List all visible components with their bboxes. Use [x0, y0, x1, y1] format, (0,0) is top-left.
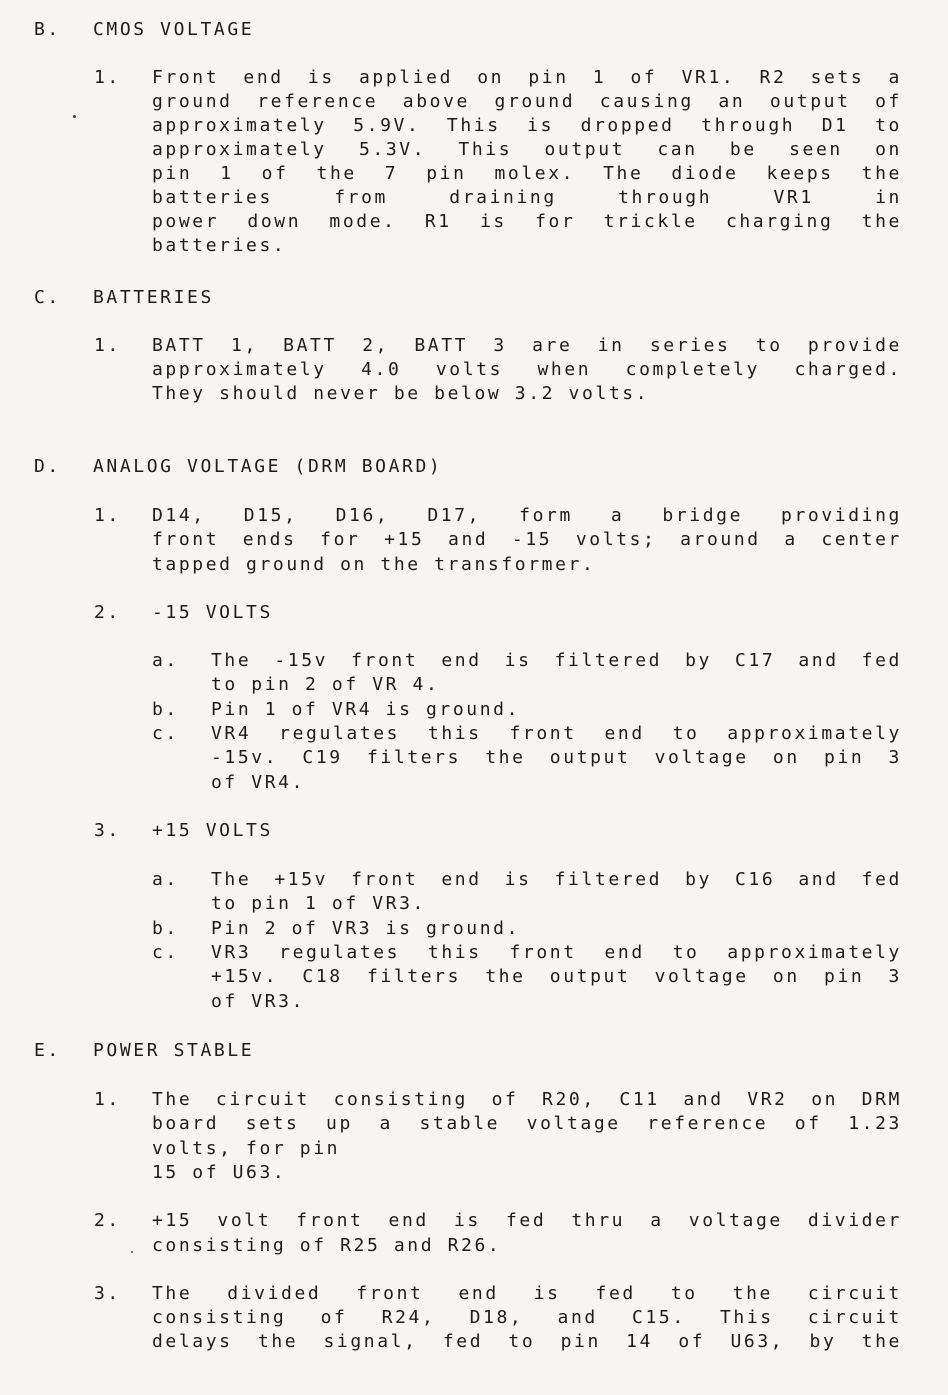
section-b-item-1-line: power down mode. R1 is for trickle charging the — [152, 211, 902, 232]
section-b-letter: B. — [34, 19, 61, 40]
section-b-item-1-line: approximately 5.3V. This output can be seen on — [152, 139, 902, 160]
scan-speck — [73, 115, 76, 118]
section-d-item-2-heading: -15 VOLTS — [152, 602, 273, 623]
subitem-line: The -15v front end is filtered by C17 and fed — [211, 650, 902, 671]
section-b-title: CMOS VOLTAGE — [93, 19, 255, 40]
section-e-item-3-line: The divided front end is fed to the circuit — [152, 1283, 902, 1304]
section-e-item-1-line: volts, for pin — [152, 1138, 341, 1159]
section-e-item-3-line: consisting of R24, D18, and C15. This circuit — [152, 1307, 902, 1328]
section-c-item-1-number: 1. — [94, 335, 121, 356]
section-e-item-1-line: 15 of U63. — [152, 1162, 287, 1183]
section-b-item-1-line: batteries from draining through VR1 in — [152, 187, 902, 208]
subitem-line: VR4 regulates this front end to approximately — [211, 723, 902, 744]
section-c-item-1-line: BATT 1, BATT 2, BATT 3 are in series to provide — [152, 335, 902, 356]
subitem-letter: b. — [152, 918, 179, 939]
section-d-item-1-line: tapped ground on the transformer. — [152, 554, 596, 575]
section-d-item-3-heading: +15 VOLTS — [152, 820, 273, 841]
section-e-item-1-number: 1. — [94, 1089, 121, 1110]
section-d-letter: D. — [34, 456, 61, 477]
subitem-line: to pin 2 of VR 4. — [211, 674, 440, 695]
subitem-line: -15v. C19 filters the output voltage on pin 3 — [211, 747, 902, 768]
section-c-letter: C. — [34, 287, 61, 308]
subitem-line: of VR3. — [211, 991, 306, 1012]
section-b-item-1-line: ground reference above ground causing an output of — [152, 91, 902, 112]
subitem-line: VR3 regulates this front end to approximately — [211, 942, 902, 963]
section-b-item-1-line: batteries. — [152, 235, 287, 256]
subitem-letter: a. — [152, 650, 179, 671]
section-e-item-2-line: +15 volt front end is fed thru a voltage divider — [152, 1210, 902, 1231]
subitem-letter: c. — [152, 723, 179, 744]
section-e-item-2-line: consisting of R25 and R26. — [152, 1235, 502, 1256]
subitem-line: +15v. C18 filters the output voltage on pin 3 — [211, 966, 902, 987]
section-d-title: ANALOG VOLTAGE (DRM BOARD) — [93, 456, 443, 477]
subitem-line: Pin 1 of VR4 is ground. — [211, 699, 521, 720]
section-b-item-1-line: approximately 5.9V. This is dropped through D1 to — [152, 115, 902, 136]
section-e-item-3-line: delays the signal, fed to pin 14 of U63, by the — [152, 1331, 902, 1352]
section-d-item-1-number: 1. — [94, 505, 121, 526]
section-e-letter: E. — [34, 1040, 61, 1061]
section-e-item-2-number: 2. — [94, 1210, 121, 1231]
subitem-letter: a. — [152, 869, 179, 890]
subitem-line: Pin 2 of VR3 is ground. — [211, 918, 521, 939]
section-b-item-1-line: Front end is applied on pin 1 of VR1. R2 sets a — [152, 67, 902, 88]
section-c-item-1-line: They should never be below 3.2 volts. — [152, 383, 650, 404]
section-d-item-1-line: front ends for +15 and -15 volts; around a center — [152, 529, 902, 550]
section-b-item-1-number: 1. — [94, 67, 121, 88]
section-e-item-3-number: 3. — [94, 1283, 121, 1304]
scan-speck — [131, 1251, 133, 1253]
subitem-line: of VR4. — [211, 772, 306, 793]
subitem-letter: c. — [152, 942, 179, 963]
subitem-line: The +15v front end is filtered by C16 and fed — [211, 869, 902, 890]
section-b-item-1-line: pin 1 of the 7 pin molex. The diode keeps the — [152, 163, 902, 184]
subitem-line: to pin 1 of VR3. — [211, 893, 426, 914]
section-e-item-1-line: The circuit consisting of R20, C11 and VR2 on DRM — [152, 1089, 902, 1110]
section-c-item-1-line: approximately 4.0 volts when completely charged. — [152, 359, 902, 380]
section-e-item-1-line: board sets up a stable voltage reference of 1.23 — [152, 1113, 902, 1134]
section-d-item-1-line: D14, D15, D16, D17, form a bridge providing — [152, 505, 902, 526]
section-d-item-2-number: 2. — [94, 602, 121, 623]
section-d-item-3-number: 3. — [94, 820, 121, 841]
subitem-letter: b. — [152, 699, 179, 720]
section-c-title: BATTERIES — [93, 287, 214, 308]
section-e-title: POWER STABLE — [93, 1040, 255, 1061]
